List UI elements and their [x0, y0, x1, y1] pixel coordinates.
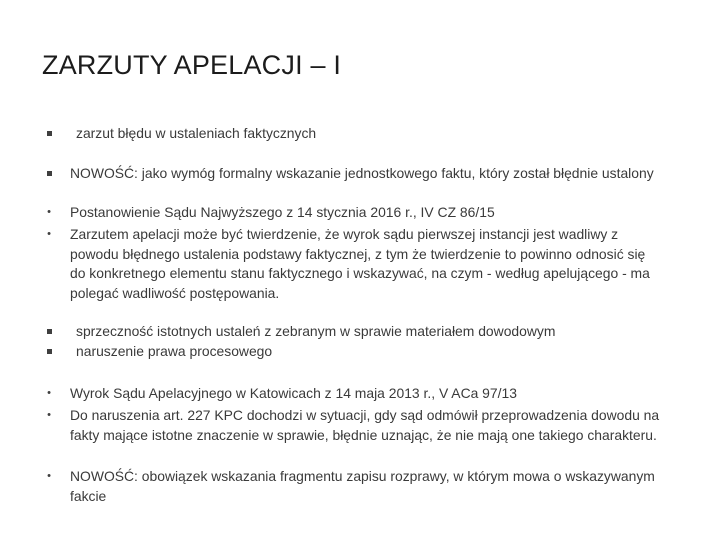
dot-bullet-icon: • — [47, 228, 51, 240]
square-bullet-icon — [43, 342, 55, 362]
dot-bullet-icon: • — [47, 409, 51, 421]
square-bullet-icon — [43, 164, 55, 184]
slide-title: ZARZUTY APELACJI – I — [42, 50, 342, 80]
list-item-text: sprzeczność istotnych ustaleń z zebranym w sprawie materiałem dowodowym — [76, 323, 556, 339]
list-item-text: naruszenie prawa procesowego — [76, 343, 273, 359]
list-item-text: Wyrok Sądu Apelacyjnego w Katowicach z 14 maja 2013 r., V ACa 97/13 — [70, 385, 517, 401]
list-item-text: Zarzutem apelacji może być twierdzenie, że wyrok sądu pierwszej instancji jest wadliwy z powodu błędnego ustalenia podstawy faktycznej, z tym że twierdzenie to powinno odnosić się do konkretnego elementu stanu faktycznego i wskazywać, na czym - według apelującego - ma polegać wadliwość postępowania. — [70, 226, 650, 301]
square-bullet-icon — [43, 322, 55, 342]
list-item-text: NOWOŚĆ: obowiązek wskazania fragmentu zapisu rozprawy, w którym mowa o wskazywanym fakcie — [70, 468, 655, 504]
dot-bullet-icon: • — [47, 206, 51, 218]
dot-bullet-icon: • — [47, 387, 51, 399]
list-item-text: NOWOŚĆ: jako wymóg formalny wskazanie jednostkowego faktu, który został błędnie ustalony — [70, 165, 654, 181]
list-item-text: zarzut błędu w ustaleniach faktycznych — [76, 125, 317, 141]
list-item-text: Do naruszenia art. 227 KPC dochodzi w sytuacji, gdy sąd odmówił przeprowadzenia dowodu na fakty mające istotne znaczenie w sprawie, błędnie uznając, że nie mają one takiego charakteru. — [70, 407, 660, 443]
dot-bullet-icon: • — [47, 470, 51, 482]
list-item-text: Postanowienie Sądu Najwyższego z 14 stycznia 2016 r., IV CZ 86/15 — [70, 204, 495, 220]
square-bullet-icon — [43, 124, 55, 144]
